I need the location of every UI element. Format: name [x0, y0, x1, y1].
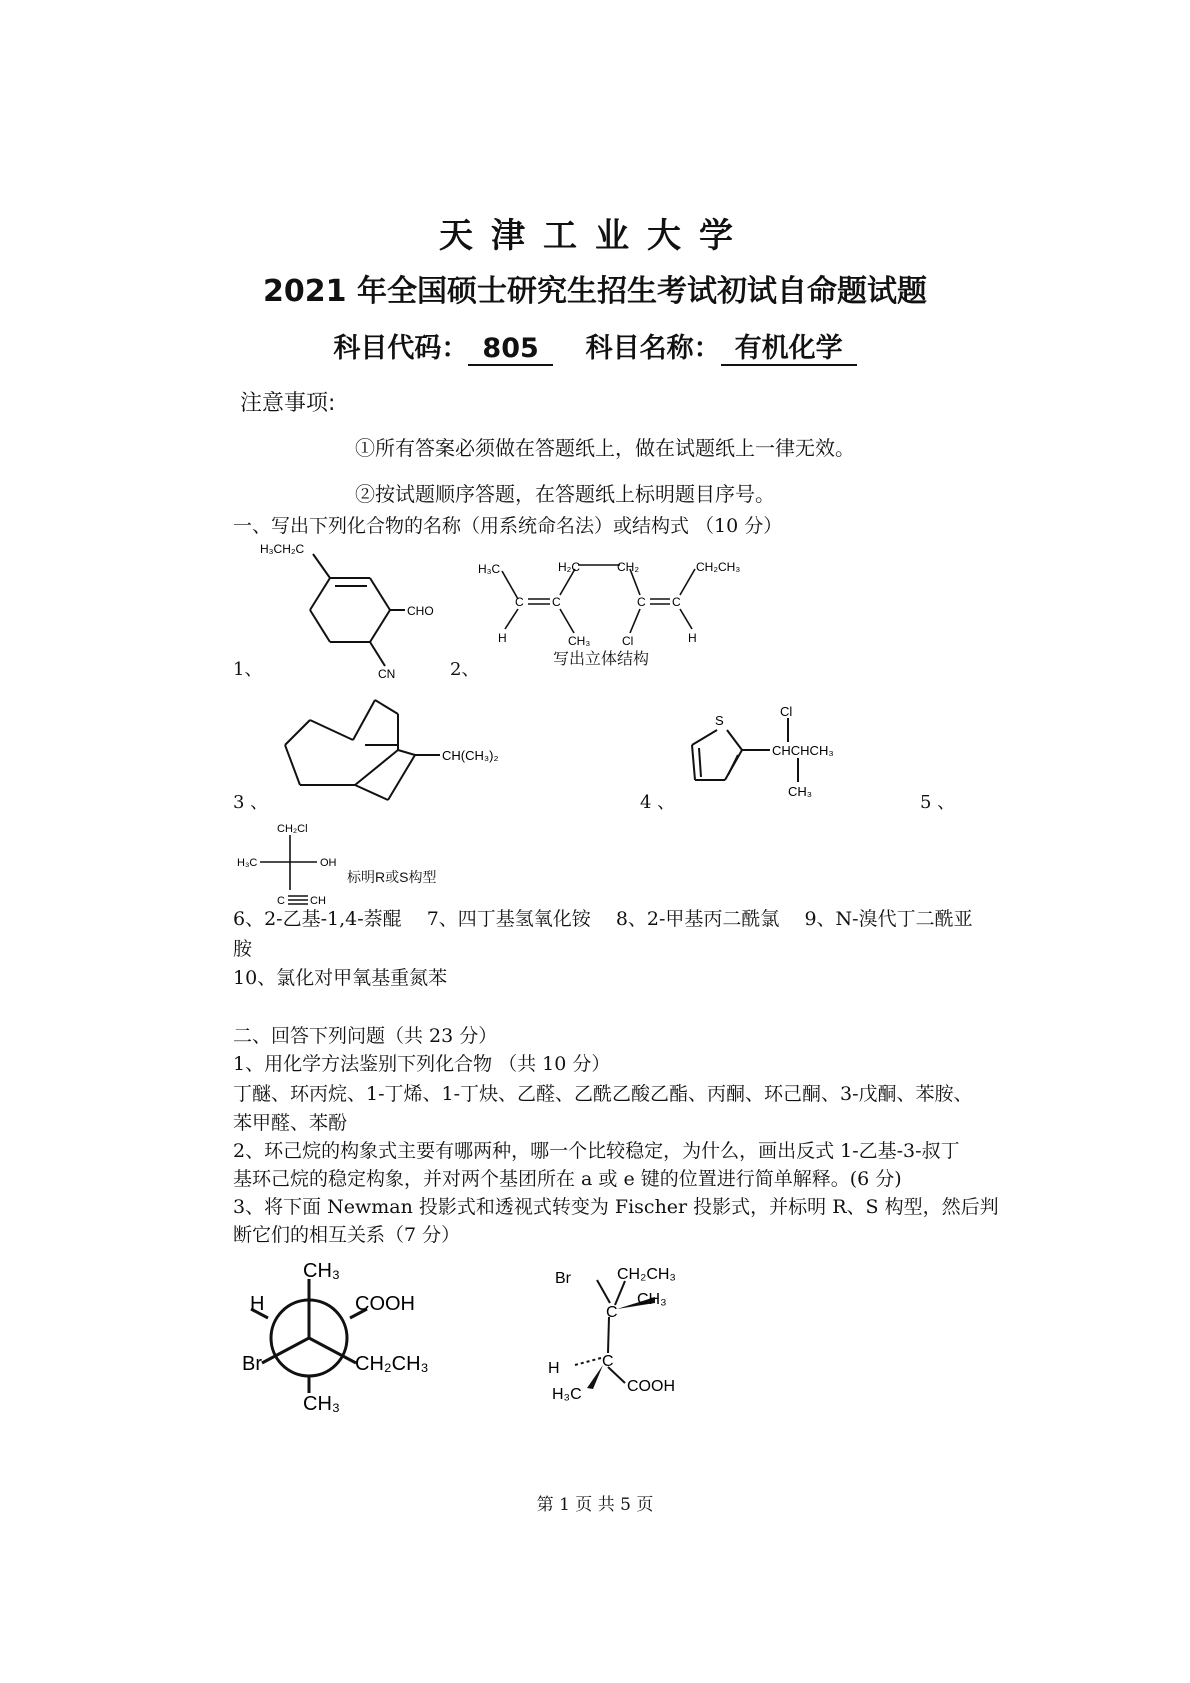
structure-5 — [232, 820, 452, 910]
item-10: 10、氯化对甲氧基重氮苯 — [233, 967, 448, 989]
persp-h: H — [548, 1360, 560, 1377]
s4-sulfur: S — [715, 713, 724, 728]
label-4: 4 、 — [640, 792, 676, 813]
persp-ch3: CH₃ — [637, 1291, 667, 1308]
items-9-cont: 胺 — [233, 938, 253, 960]
newman-h: H — [250, 1293, 265, 1315]
persp-br: Br — [555, 1270, 571, 1287]
persp-c1: C — [606, 1304, 618, 1321]
persp-ch2ch3: CH₂CH₃ — [617, 1266, 676, 1283]
s5-note: 标明R或S构型 — [347, 869, 437, 885]
s5-right: OH — [320, 857, 337, 869]
q1-list-a: 丁醚、环丙烷、1-丁烯、1-丁炔、乙醛、乙酰乙酸乙酯、丙酮、环己酮、3-戊酮、苯胺、 — [233, 1083, 973, 1105]
s3-isopropyl: CH(CH₃)₂ — [442, 748, 499, 763]
persp-h3c: H₃C — [552, 1386, 582, 1403]
s2-ch2ch3: CH₂CH₃ — [696, 560, 741, 574]
s2-c3: C — [637, 595, 646, 609]
s2-note: 写出立体结构 — [553, 649, 650, 668]
q1-list-b: 苯甲醛、苯酚 — [233, 1112, 348, 1134]
newman-br: Br — [242, 1353, 262, 1375]
s2-h-left: H — [498, 631, 507, 645]
newman-cooh: COOH — [355, 1293, 415, 1315]
label-3: 3 、 — [233, 792, 269, 813]
q2-b: 基环己烷的稳定构象，并对两个基团所在 a 或 e 键的位置进行简单解释。(6 分) — [233, 1168, 902, 1190]
s4-ch3: CH₃ — [788, 784, 813, 799]
code-value: 805 — [468, 334, 552, 366]
structure-1 — [255, 540, 455, 680]
s2-ch3: CH₃ — [568, 634, 591, 648]
name-label: 科目名称： — [585, 333, 721, 364]
exam-title: 2021 年全国硕士研究生招生考试初试自命题试题 — [263, 274, 927, 309]
s2-ch2: CH₂ — [617, 560, 639, 574]
s4-chain: CHCHCH₃ — [772, 743, 834, 758]
structure-4 — [680, 700, 880, 810]
q3-b: 断它们的相互关系（7 分） — [233, 1224, 461, 1246]
q2-a: 2、环己烷的构象式主要有哪两种，哪一个比较稳定，为什么，画出反式 1-乙基-3-叔丁 — [233, 1140, 960, 1162]
s4-cl: Cl — [780, 704, 793, 719]
items-6-9: 6、2-乙基-1,4-萘醌 7、四丁基氢氧化铵 8、2-甲基丙二酰氯 9、N-溴代丁二酰亚 — [233, 908, 973, 930]
s1-ethyl: H₃CH₂C — [260, 542, 305, 556]
s5-left: H₃C — [237, 857, 258, 869]
notice-item-2: ②按试题顺序答题，在答题纸上标明题目序号。 — [355, 482, 775, 506]
persp-c2: C — [602, 1353, 614, 1370]
notice-heading: 注意事项: — [240, 391, 336, 416]
notice-item-1: ①所有答案必须做在答题纸上，做在试题纸上一律无效。 — [355, 436, 855, 460]
label-5: 5 、 — [920, 792, 956, 813]
newman-ch2ch3: CH₂CH₃ — [355, 1353, 429, 1375]
s5-top: CH₂Cl — [277, 823, 308, 835]
newman-projection — [235, 1255, 455, 1415]
label-2: 2、 — [450, 659, 480, 680]
structure-3 — [270, 690, 530, 810]
subject-line — [0, 326, 1190, 366]
section1-title: 一、写出下列化合物的名称（用系统命名法）或结构式 （10 分） — [233, 515, 783, 537]
code-label: 科目代码： — [333, 333, 469, 364]
s2-c1: C — [515, 595, 524, 609]
persp-cooh: COOH — [627, 1378, 675, 1395]
s2-h2c: H₂C — [558, 560, 580, 574]
q3-a: 3、将下面 Newman 投影式和透视式转变为 Fischer 投影式，并标明 R、S 构型，然后判 — [233, 1196, 999, 1218]
s2-h3c: H₃C — [478, 562, 501, 576]
page-number: 第 1 页 共 5 页 — [536, 1495, 654, 1515]
newman-top: CH₃ — [303, 1260, 341, 1282]
s1-cho: CHO — [407, 604, 434, 618]
s2-h-right: H — [688, 631, 697, 645]
perspective-formula — [545, 1255, 745, 1410]
s2-c4: C — [672, 595, 681, 609]
s2-c2: C — [552, 595, 561, 609]
s5-c: C — [277, 895, 285, 907]
university-title: 天津工业大学 — [439, 216, 751, 256]
q1: 1、用化学方法鉴别下列化合物 （共 10 分） — [233, 1053, 611, 1075]
s2-cl: Cl — [622, 634, 634, 648]
section2-title: 二、回答下列问题（共 23 分） — [233, 1025, 498, 1047]
s5-ch: CH — [310, 895, 326, 907]
structure-2 — [470, 555, 770, 655]
name-value: 有机化学 — [721, 334, 857, 366]
s1-cn: CN — [378, 667, 396, 680]
label-1: 1、 — [233, 659, 263, 680]
newman-bottom: CH₃ — [303, 1393, 341, 1415]
